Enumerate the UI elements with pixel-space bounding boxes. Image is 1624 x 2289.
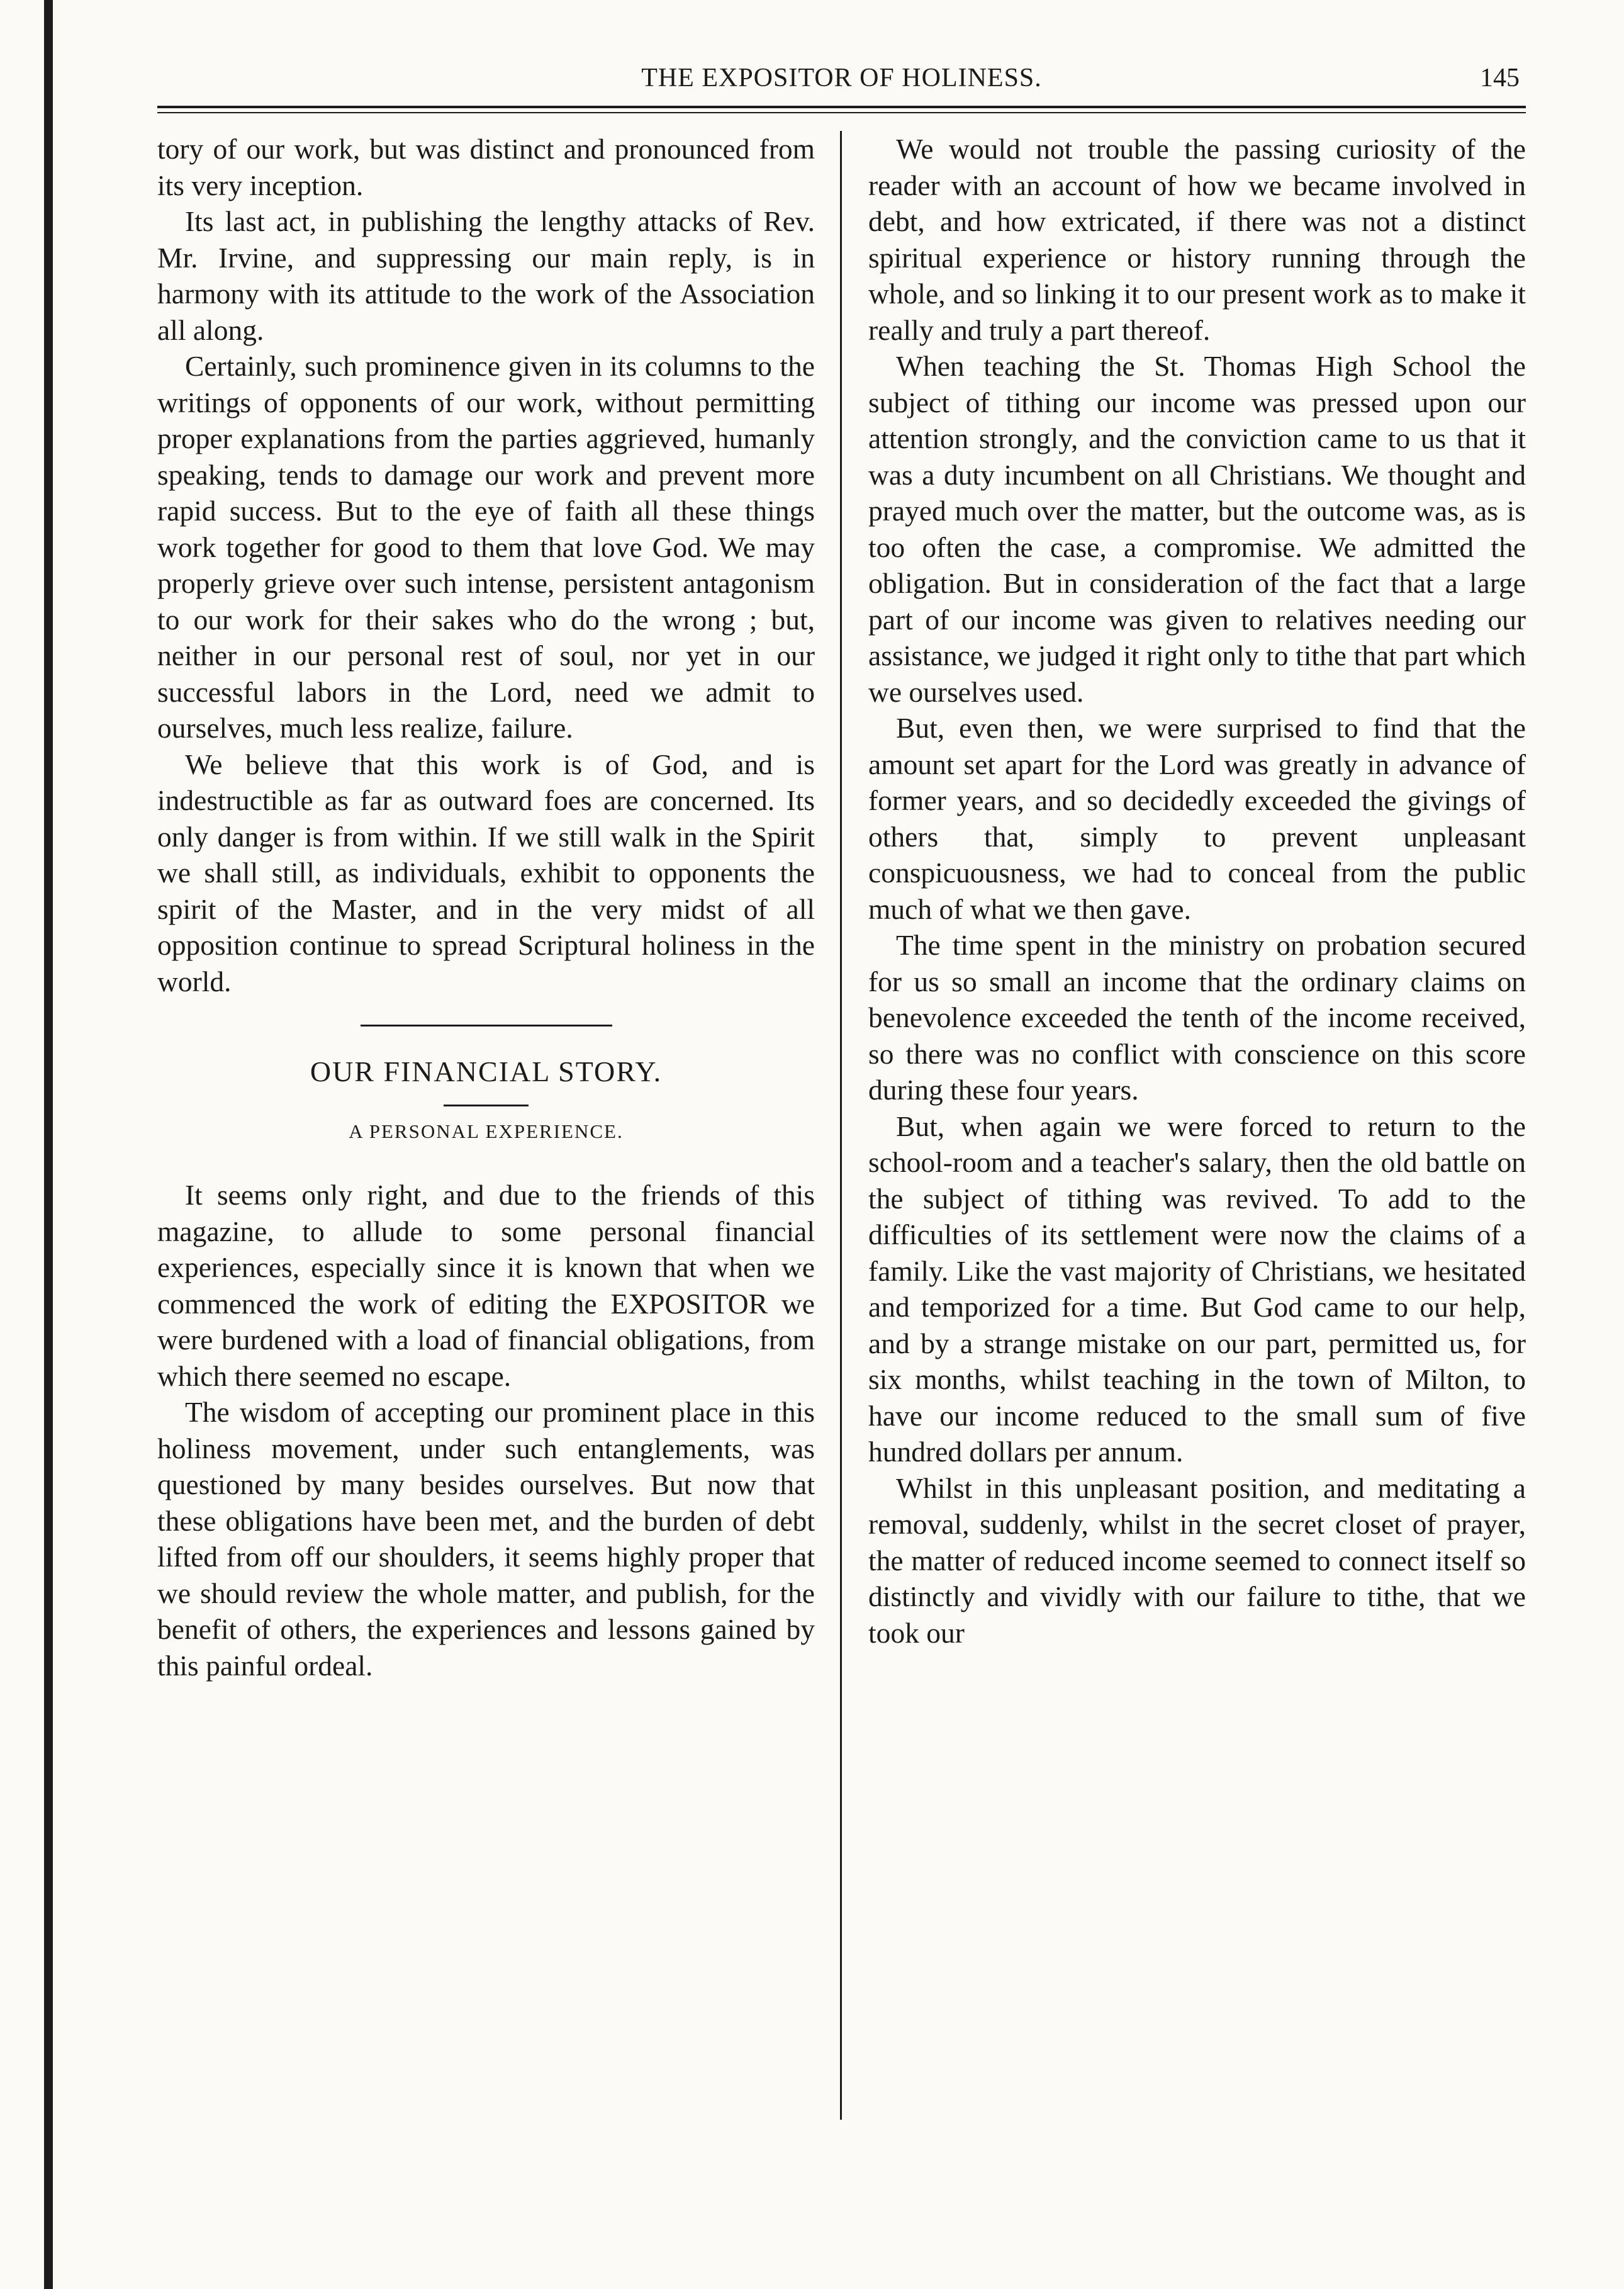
column-divider — [840, 131, 842, 2120]
title-rule — [444, 1105, 529, 1106]
left-column — [157, 131, 815, 1684]
page-number: 145 — [1480, 64, 1520, 93]
header-rule-thin — [157, 112, 1526, 113]
magazine-page — [157, 57, 1526, 2145]
paragraph: We would not trouble the passing curiosity of the reader with an account of how we became involved in debt, and how extricated, if there was not a distinct spiritual experience or history running through the whole, and so linking it to our present work as to make it really and truly a part thereof. — [868, 133, 1526, 346]
paragraph: We believe that this work is of God, and is indestructible as far as outward foes are concerned. Its only danger is from within. If we still walk in the Spirit we shall still, as individuals, exhibit to opponents the spirit of the Master, and in the very midst of all opposition continue to spread Scriptural holiness in the world. — [157, 748, 815, 998]
section-divider — [361, 1025, 612, 1026]
paragraph: tory of our work, but was distinct and pronounced from its very inception. — [157, 133, 815, 201]
right-column — [868, 131, 1526, 1651]
page-header — [157, 57, 1526, 120]
running-head: THE EXPOSITOR OF HOLINESS. — [641, 64, 1042, 93]
paragraph: But, when again we were forced to return to the school-room and a teacher's salary, then the old battle on the subject of tithing was revived. To add to the difficulties of its settlement were now the claims of a family. Like the vast majority of Christians, we hesitated and temporized for a time. But God came to our help, and by a strange mistake on our part, permitted us, for six months, whilst teaching in the town of Milton, to have our income reduced to the small sum of five hundred dollars per annum. — [868, 1110, 1526, 1468]
text-columns — [157, 131, 1526, 2145]
paragraph: Certainly, such prominence given in its columns to the writings of opponents of our work, without permitting proper explanations from the parties aggrieved, humanly speaking, tends to damage our work and prevent more rapid success. But to the eye of faith all these things work together for good to them that love God. We may properly grieve over such intense, persistent antagonism to our work for their sakes who do the wrong ; but, neither in our personal rest of soul, nor yet in our successful labors in the Lord, need we admit to ourselves, much less realize, failure. — [157, 350, 815, 744]
section-title: OUR FINANCIAL STORY. — [310, 1055, 663, 1088]
paragraph: When teaching the St. Thomas High School the subject of tithing our income was pressed upon our attention strongly, and the conviction came to us that it was a duty incumbent on all Christians. We thought and prayed much over the matter, but the outcome was, as is too often the case, a compromise. We admitted the obligation. But in consideration of the fact that a large part of our income was given to relatives needing our assistance, we judged it right only to tithe that part which we ourselves used. — [868, 350, 1526, 708]
paragraph: It seems only right, and due to the friends of this magazine, to allude to some personal financial experiences, especially since it is known that when we commenced the work of editing the EXPOSITOR we were burdened with a load of financial obligations, from which there seemed no escape. — [157, 1179, 815, 1392]
section-subtitle: A PERSONAL EXPERIENCE. — [349, 1120, 624, 1142]
paragraph: Whilst in this unpleasant position, and meditating a removal, suddenly, whilst in the secret closet of prayer, the matter of reduced income seemed to connect itself so distinctly and vividly with our failure to tithe, that we took our — [868, 1471, 1526, 1649]
page-binding-edge — [44, 0, 53, 2289]
paragraph: Its last act, in publishing the lengthy attacks of Rev. Mr. Irvine, and suppressing our main reply, is in harmony with its attitude to the work of the Association all along. — [157, 205, 815, 346]
paragraph: But, even then, we were surprised to find that the amount set apart for the Lord was greatly in advance of former years, and so decidedly exceeded the givings of others that, simply to prevent unpleasant conspicuousness, we had to conceal from the public much of what we then gave. — [868, 712, 1526, 925]
header-rule-thick — [157, 106, 1526, 108]
paragraph: The time spent in the ministry on probation secured for us so small an income that the ordinary claims on benevolence exceeded the tenth of the income received, so there was no conflict with conscience on this score during these four years. — [868, 929, 1526, 1106]
paragraph: The wisdom of accepting our prominent place in this holiness movement, under such entanglements, was questioned by many besides ourselves. But now that these obligations have been met, and the burden of debt lifted from off our shoulders, it seems highly proper that we should review the whole matter, and publish, for the benefit of others, the experiences and lessons gained by this painful ordeal. — [157, 1396, 815, 1682]
